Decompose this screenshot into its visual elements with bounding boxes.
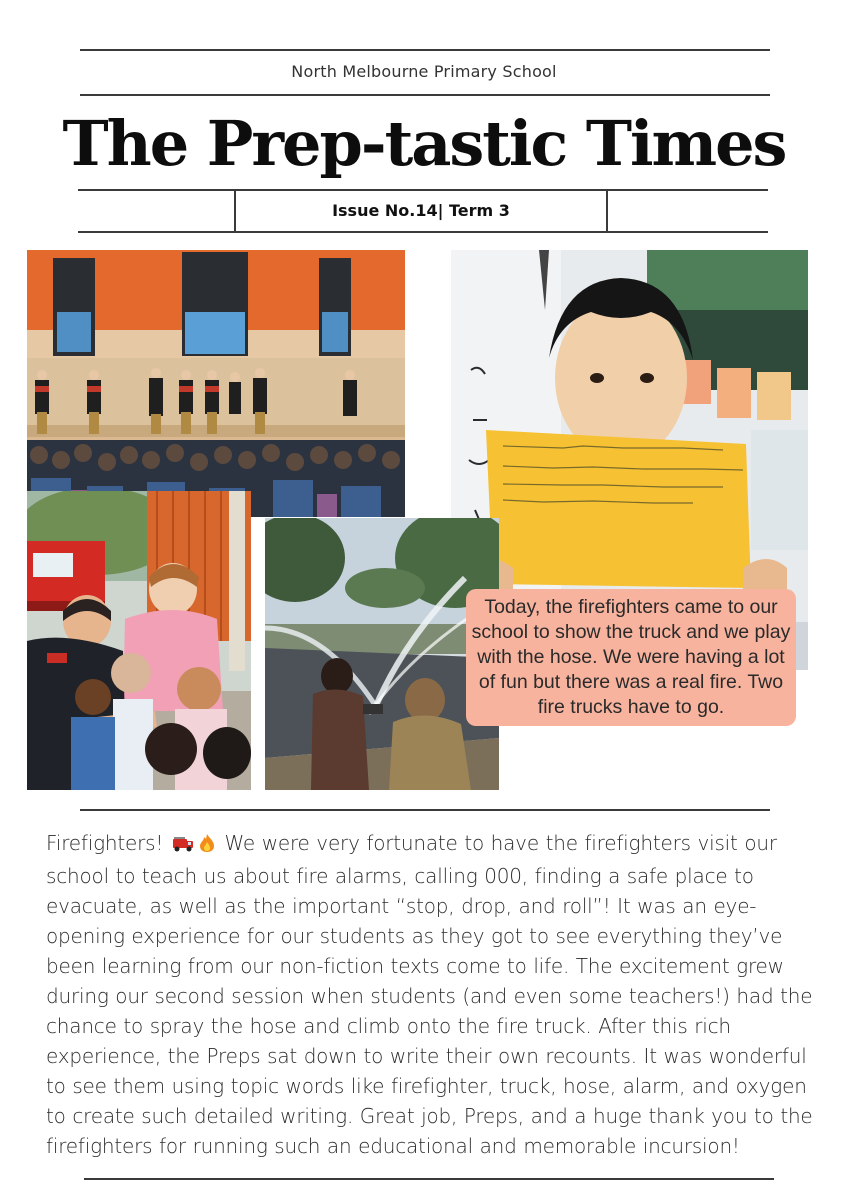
bottom-rule (84, 1178, 774, 1180)
school-name: North Melbourne Primary School (291, 62, 557, 81)
newsletter-title: The Prep-tastic Times (62, 107, 786, 180)
article-top-rule (80, 809, 770, 811)
article-text: We were very fortunate to have the firefighters visit our school to teach us about fire alarms, calling 000, finding a safe place to evacuate, as well as the important “stop, drop, and roll”! It was an eye-opening experience for our students as they got to see everything they’ve been learning from our non-fiction texts come to life. The excitement grew during our second session when students (and even some teachers!) had the chance to spray the hose and climb onto the fire truck. After this rich experience, the Preps sat down to write their own recounts. It was wonderful to see them using topic words like firefighter, truck, hose, alarm, and oxygen to create such detailed writing. Great job, Preps, and a huge thank you to the firefighters for running such an educational and memorable incursion! (46, 831, 813, 1158)
issue-info: Issue No.14| Term 3 (332, 201, 510, 220)
header-rule (80, 94, 770, 96)
firefighters-assembly-photo (27, 250, 405, 517)
firefighter-with-students-photo (27, 491, 251, 790)
student-recount-caption: Today, the firefighters came to our school to show the truck and we play with the hose. We were having a lot of fun but there was a real fire. Two fire trucks have to go. (466, 589, 796, 726)
article-lead: Firefighters! (46, 831, 164, 855)
fire-icon (198, 831, 216, 861)
issue-right-divider (606, 189, 608, 231)
top-rule (80, 49, 770, 51)
article-body (46, 828, 816, 1161)
issue-bottom-rule (78, 231, 768, 233)
students-spraying-hose-photo (265, 518, 499, 790)
fire-truck-icon (172, 831, 194, 861)
issue-top-rule (78, 189, 768, 191)
